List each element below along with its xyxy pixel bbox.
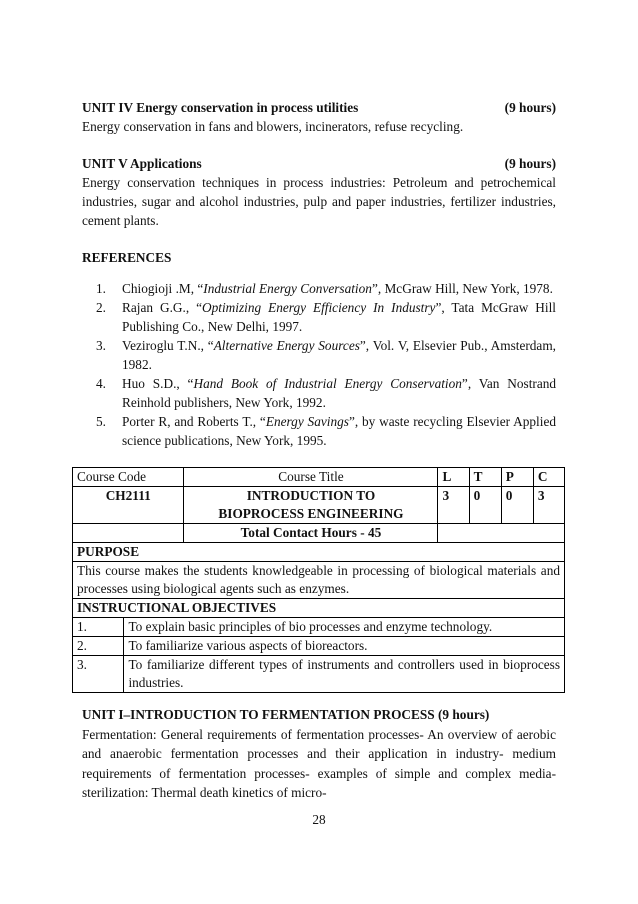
references-title: REFERENCES (82, 250, 172, 265)
unit1-section (82, 705, 556, 803)
p-value: 0 (501, 487, 533, 524)
unit5-heading (82, 154, 556, 173)
unit5-hours: (9 hours) (504, 156, 556, 171)
references-list (82, 279, 556, 450)
unit5-title: UNIT V Applications (82, 156, 202, 171)
course-code: CH2111 (73, 487, 184, 524)
course-table (72, 467, 565, 693)
course-code-header: Course Code (73, 468, 184, 487)
course-title: INTRODUCTION TO BIOPROCESS ENGINEERING (184, 487, 438, 524)
unit4-hours: (9 hours) (504, 100, 556, 115)
course-title-header: Course Title (184, 468, 438, 487)
page-number: 28 (312, 812, 326, 827)
unit1-body: Fermentation: General requirements of fermentation processes- An overview of aerobic and anaerobic fermentation processes and their application in industry- medium requirements of fermentation processes- examples of simple and complex media- sterilization: Thermal death kinetics of micro- (82, 726, 556, 800)
t-value: 0 (469, 487, 501, 524)
p-header: P (501, 468, 533, 487)
l-header: L (438, 468, 469, 487)
objective-row: 1. To explain basic principles of bio processes and enzyme technology. (73, 618, 565, 637)
objective-row: 3. To familiarize different types of instruments and controllers used in bioprocess industries. (73, 656, 565, 693)
reference-item: 2. Rajan G.G., “Optimizing Energy Efficiency In Industry”, Tata McGraw Hill Publishing Co., New Delhi, 1997. (96, 300, 556, 334)
course-header-row (73, 468, 565, 487)
c-value: 3 (533, 487, 564, 524)
unit5-body: Energy conservation techniques in process industries: Petroleum and petrochemical industries, sugar and alcohol industries, pulp and paper industries, fertilizer industries, cement plants. (82, 175, 556, 228)
l-value: 3 (438, 487, 469, 524)
reference-item: 5. Porter R, and Roberts T., “Energy Savings”, by waste recycling Elsevier Applied science publications, New York, 1995. (96, 414, 557, 448)
unit4-heading (82, 98, 556, 117)
contact-hours-row (73, 524, 565, 543)
t-header: T (469, 468, 501, 487)
purpose-text: This course makes the students knowledgeable in processing of biological materials and processes using biological agents such as enzymes. (73, 562, 565, 599)
objective-row: 2. To familiarize various aspects of bioreactors. (73, 637, 565, 656)
unit4-body: Energy conservation in fans and blowers, incinerators, refuse recycling. (82, 119, 464, 134)
course-info-row (73, 487, 565, 524)
document-page (82, 98, 556, 450)
purpose-title: PURPOSE (73, 543, 565, 562)
reference-item: 4. Huo S.D., “Hand Book of Industrial Energy Conservation”, Van Nostrand Reinhold publishers, New York, 1992. (96, 376, 557, 410)
reference-item: 3. Veziroglu T.N., “Alternative Energy Sources”, Vol. V, Elsevier Pub., Amsterdam, 1982. (96, 338, 557, 372)
reference-item: 1. Chiogioji .M, “Industrial Energy Conversation”, McGraw Hill, New York, 1978. (96, 281, 553, 296)
c-header: C (533, 468, 564, 487)
unit1-title: UNIT I–INTRODUCTION TO FERMENTATION PROCESS (9 hours) (82, 707, 490, 722)
objectives-title: INSTRUCTIONAL OBJECTIVES (73, 599, 565, 618)
contact-hours: Total Contact Hours - 45 (184, 524, 438, 543)
unit4-title: UNIT IV Energy conservation in process utilities (82, 100, 359, 115)
